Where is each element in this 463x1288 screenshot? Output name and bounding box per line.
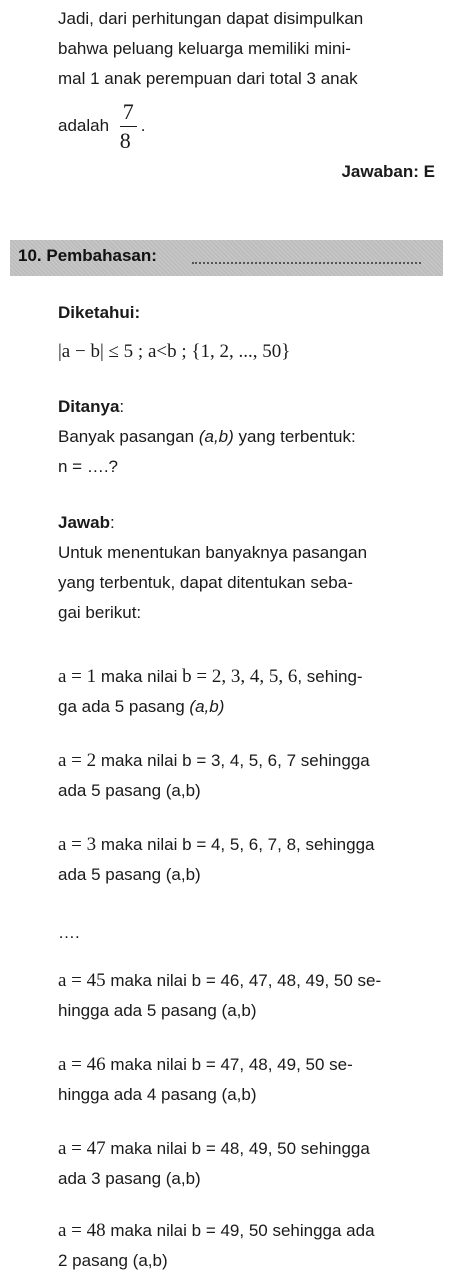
case-line-1 [58,1216,438,1246]
case-line-2-pre: ga ada 5 pasang [58,697,190,716]
case-text-end: , sehing- [297,667,363,686]
case-a-value: a = 3 [58,834,97,855]
case-text: maka nilai b = 49, 50 sehingga ada [105,1221,375,1240]
ditanya-text [58,422,438,452]
case-line-2: ada 5 pasang (a,b) [58,781,201,800]
fraction-denominator: 8 [119,128,131,153]
case-text: maka nilai b = 3, 4, 5, 6, 7 sehingga [96,751,370,770]
case-a-value: a = 1 [58,666,97,687]
ditanya-text-post: yang terbentuk: [233,427,356,446]
intro-period: . [140,115,146,135]
diketahui-block [58,298,438,366]
case-line-1 [58,1134,438,1164]
case-a1 [58,662,438,722]
banner-dotted-leader [192,262,421,264]
case-line-2: hingga ada 4 pasang (a,b) [58,1085,257,1104]
intro-line-4 [58,100,438,153]
diketahui-formula: |a − b| ≤ 5 ; a<b ; {1, 2, ..., 50} [58,341,291,362]
case-a3 [58,830,438,890]
jawab-line-2: yang terbentuk, dapat ditentukan seba- [58,573,353,592]
jawab-line-3: gai berikut: [58,603,142,622]
jawab-line-1: Untuk menentukan banyaknya pasangan [58,543,368,562]
diketahui-label: Diketahui: [58,303,141,322]
section-banner [10,240,443,276]
case-line-1 [58,830,438,860]
intro-adalah: adalah [58,115,110,135]
intro-line-1: Jadi, dari perhitungan dapat disimpulkan [58,9,364,28]
ditanya-n: n = ….? [58,457,119,476]
case-line-2: hingga ada 5 pasang (a,b) [58,1001,257,1020]
case-text: maka nilai b = 48, 49, 50 sehingga [105,1139,370,1158]
case-line-2: ada 3 pasang (a,b) [58,1169,201,1188]
case-line-2-ital: (a,b) [189,697,225,716]
case-a46 [58,1050,438,1110]
case-line-2: 2 pasang (a,b) [58,1251,168,1270]
ditanya-label: Ditanya [58,397,120,416]
case-text: maka nilai b = 46, 47, 48, 49, 50 se- [105,971,382,990]
fraction-numerator: 7 [120,100,137,127]
case-b-values: b = 2, 3, 4, 5, 6 [182,666,298,687]
ellipsis: …. [58,923,80,942]
case-line-1 [58,746,438,776]
case-line-2 [58,692,438,722]
intro-paragraph [58,4,438,153]
case-line-1 [58,662,438,692]
intro-line-3: mal 1 anak perempuan dari total 3 anak [58,69,358,88]
ditanya-heading [58,392,438,422]
fraction [120,100,137,153]
case-line-1 [58,966,438,996]
case-a-value: a = 48 [58,1220,106,1241]
case-a-value: a = 46 [58,1054,106,1075]
jawab-heading [58,508,438,538]
case-a45 [58,966,438,1026]
case-text: maka nilai b = 4, 5, 6, 7, 8, sehingga [96,835,375,854]
ditanya-colon: : [119,397,125,416]
jawab-label: Jawab [58,513,110,532]
case-a47 [58,1134,438,1194]
case-a-value: a = 45 [58,970,106,991]
case-line-2: ada 5 pasang (a,b) [58,865,201,884]
jawab-colon: : [109,513,115,532]
case-a48 [58,1216,438,1276]
case-text: maka nilai b = 47, 48, 49, 50 se- [105,1055,353,1074]
section-title: 10. Pembahasan: [18,246,157,265]
case-a-value: a = 2 [58,750,97,771]
ditanya-block [58,392,438,482]
case-a2 [58,746,438,806]
ditanya-text-pre: Banyak pasangan [58,427,199,446]
case-line-1 [58,1050,438,1080]
case-text: maka nilai [96,667,183,686]
jawab-block [58,508,438,628]
answer-label: Jawaban: E [341,162,435,181]
case-a-value: a = 47 [58,1138,106,1159]
intro-line-2: bahwa peluang keluarga memiliki mini- [58,39,351,58]
ditanya-text-ital: (a,b) [198,427,234,446]
